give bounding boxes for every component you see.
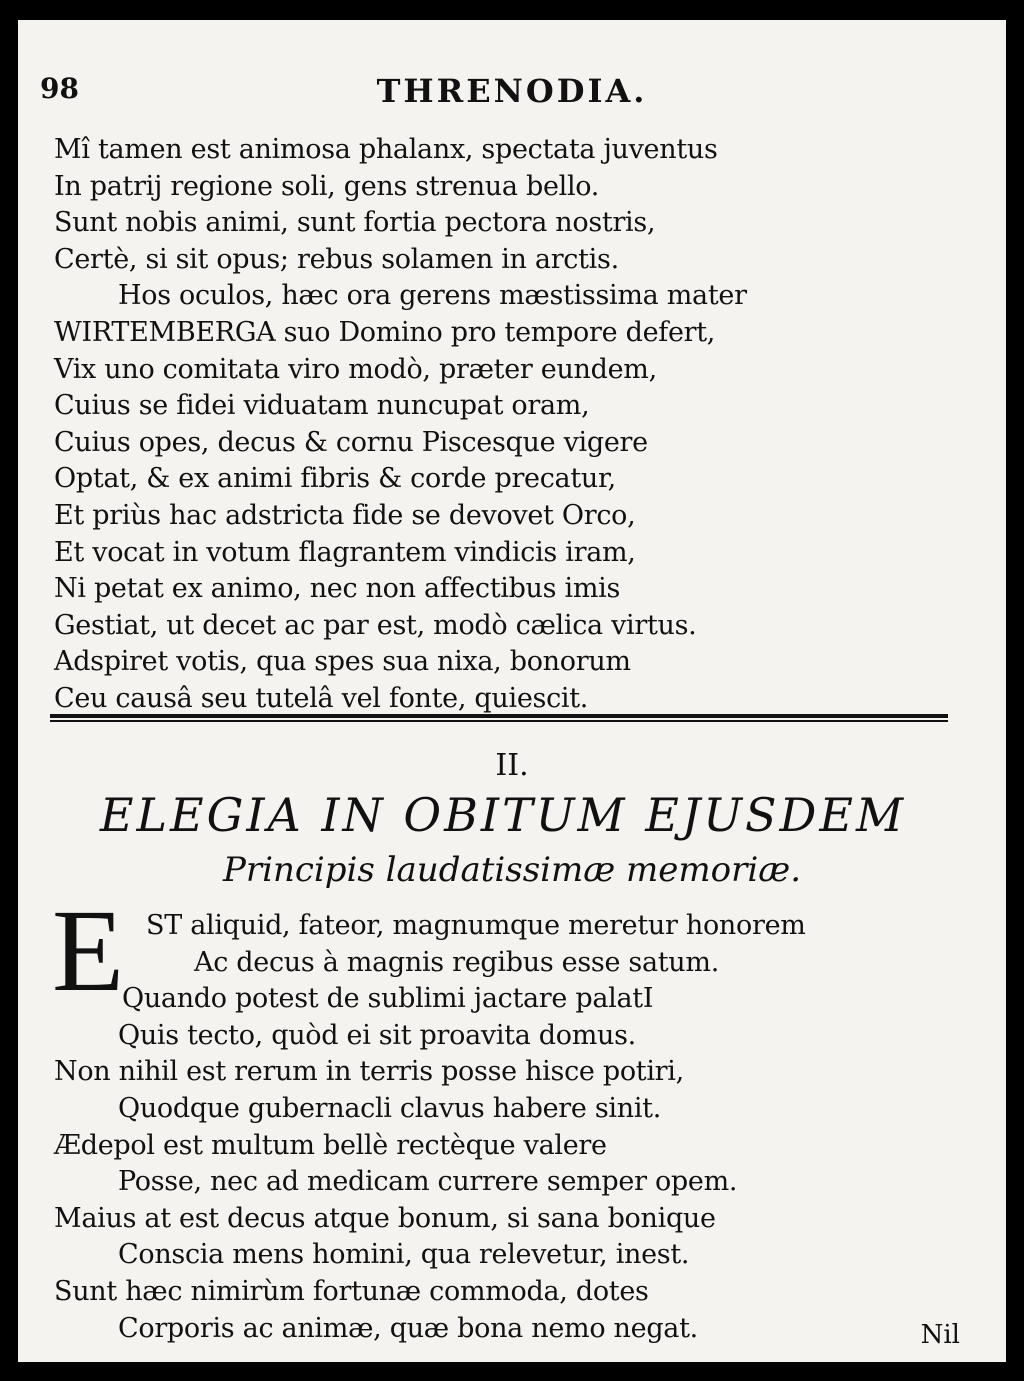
elegy-line: Quando potest de sublimi jactare palatI xyxy=(122,983,654,1015)
verse-line: Cuius opes, decus & cornu Piscesque vigere xyxy=(54,426,648,458)
verse-line: Gestiat, ut decet ac par est, modò cælica virtus. xyxy=(54,609,697,641)
drop-cap: E xyxy=(52,885,125,1016)
verse-line: Hos oculos, hæc ora gerens mæstissima mater xyxy=(118,280,747,312)
elegy-line: Ædepol est multum bellè rectèque valere xyxy=(54,1129,607,1161)
verse-line: Ceu causâ seu tutelâ vel fonte, quiescit. xyxy=(54,682,589,714)
verse-line: Vix uno comitata viro modò, præter eundem, xyxy=(54,353,657,385)
elegy-line: Ac decus à magnis regibus esse satum. xyxy=(194,946,719,978)
elegy-line: Non nihil est rerum in terris posse hisce potiri, xyxy=(54,1056,684,1088)
book-page xyxy=(18,20,1006,1362)
elegy-line: Posse, nec ad medicam currere semper opem. xyxy=(118,1166,738,1198)
verse-line: Et vocat in votum flagrantem vindicis iram, xyxy=(54,536,636,568)
verse-line: Certè, si sit opus; rebus solamen in arctis. xyxy=(54,243,619,275)
verse-line: Sunt nobis animi, sunt fortia pectora nostris, xyxy=(54,207,656,239)
section-number: II. xyxy=(495,748,529,783)
page-header xyxy=(18,72,1006,116)
elegy-verse-block xyxy=(54,908,954,1347)
verse-line: Optat, & ex animi fibris & corde precatur, xyxy=(54,463,616,495)
verse-line: Et priùs hac adstricta fide se devovet Orco, xyxy=(54,499,636,531)
verse-line: Ni petat ex animo, nec non affectibus imis xyxy=(54,573,621,605)
elegy-line: Quis tecto, quòd ei sit proavita domus. xyxy=(118,1019,636,1051)
elegy-line: Conscia mens homini, qua relevetur, inest. xyxy=(118,1239,690,1271)
section-divider-rule-thin xyxy=(50,720,948,722)
verse-block-part1 xyxy=(54,132,954,718)
verse-line: Cuius se fidei viduatam nuncupat oram, xyxy=(54,390,590,422)
elegy-line: ST aliquid, fateor, magnumque meretur honorem xyxy=(146,910,806,941)
elegy-line: Sunt hæc nimirùm fortunæ commoda, dotes xyxy=(54,1275,649,1307)
running-title: THRENODIA. xyxy=(376,72,648,110)
catchword: Nil xyxy=(920,1320,960,1350)
verse-line: Mî tamen est animosa phalanx, spectata juventus xyxy=(54,134,718,165)
verse-line: Adspiret votis, qua spes sua nixa, bonorum xyxy=(54,646,631,678)
elegy-subtitle: Principis laudatissimæ memoriæ. xyxy=(222,850,802,890)
elegy-line: Maius at est decus atque bonum, si sana bonique xyxy=(54,1202,716,1234)
elegy-title: ELEGIA IN OBITUM EJUSDEM xyxy=(99,788,907,842)
verse-line: WIRTEMBERGA suo Domino pro tempore defert, xyxy=(54,316,716,348)
section-divider-rule xyxy=(50,714,948,718)
verse-line: In patrij regione soli, gens strenua bello. xyxy=(54,170,600,202)
elegy-line: Corporis ac animæ, quæ bona nemo negat. xyxy=(118,1312,698,1344)
elegy-line: Quodque gubernacli clavus habere sinit. xyxy=(118,1092,662,1124)
page-number: 98 xyxy=(40,72,79,105)
